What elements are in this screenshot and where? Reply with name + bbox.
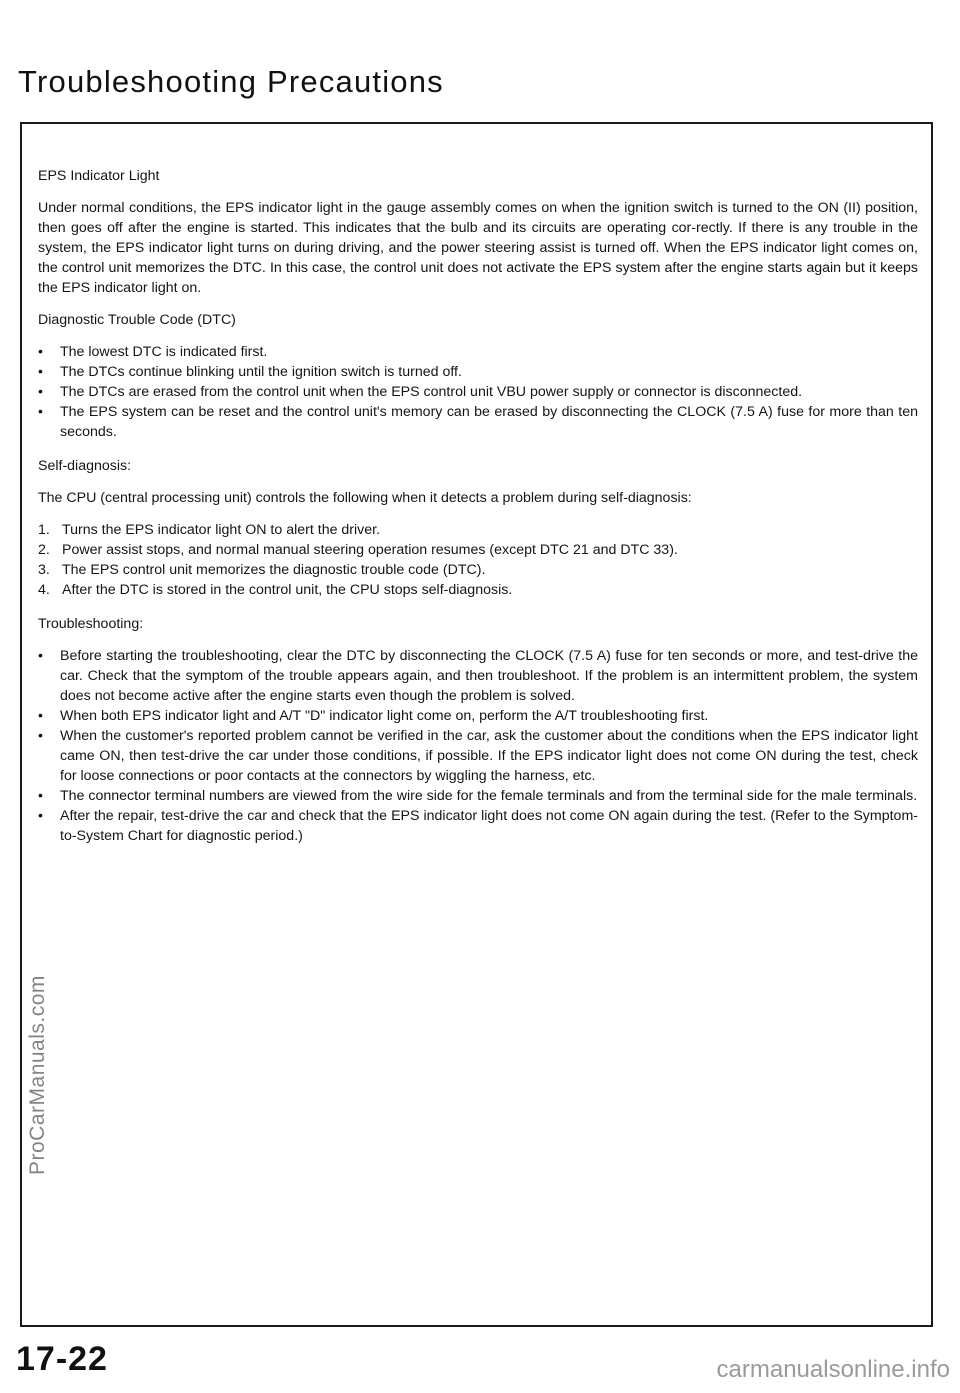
- list-item-text: After the DTC is stored in the control unit, the CPU stops self-diagnosis.: [62, 582, 513, 598]
- list-item: [38, 342, 918, 362]
- troubleshooting-list: [38, 646, 918, 846]
- list-item-text: Before starting the troubleshooting, clear the DTC by disconnecting the CLOCK (7.5 A) fuse for ten seconds or more, and test-drive the car. Check that the symptom of the trouble appears again, and then troubleshoot. If the problem is an intermittent problem, the system does not become active after the engine starts even though the problem is solved.: [60, 648, 918, 704]
- footer-site-link[interactable]: carmanualsonline.info: [716, 1356, 950, 1383]
- bullet-marker: •: [38, 708, 43, 724]
- troubleshooting-heading: Troubleshooting:: [38, 616, 144, 632]
- page-number: 17-22: [16, 1340, 108, 1378]
- list-item-text: The DTCs are erased from the control unit when the EPS control unit VBU power supply or connector is disconnected.: [60, 384, 803, 400]
- step-number: 4.: [38, 582, 50, 598]
- self-diagnosis-list: [38, 520, 918, 600]
- list-item: [38, 560, 918, 580]
- list-item: [38, 646, 918, 706]
- list-item: [38, 402, 918, 442]
- list-item: [38, 362, 918, 382]
- self-diagnosis-heading: Self-diagnosis:: [38, 458, 132, 474]
- bullet-marker: •: [38, 728, 43, 744]
- bullet-marker: •: [38, 344, 43, 360]
- list-item-text: The connector terminal numbers are viewed from the wire side for the female terminals and from the terminal side for the male terminals.: [60, 788, 918, 804]
- bullet-marker: •: [38, 404, 43, 420]
- list-item: [38, 806, 918, 846]
- watermark: ProCarManuals.com: [26, 975, 49, 1175]
- dtc-heading: Diagnostic Trouble Code (DTC): [38, 312, 236, 328]
- list-item: [38, 786, 918, 806]
- bullet-marker: •: [38, 648, 43, 664]
- content-body: [38, 166, 918, 860]
- step-number: 1.: [38, 522, 50, 538]
- list-item-text: The lowest DTC is indicated first.: [60, 344, 268, 360]
- list-item-text: The EPS control unit memorizes the diagnostic trouble code (DTC).: [62, 562, 486, 578]
- list-item-text: The EPS system can be reset and the control unit's memory can be erased by disconnecting the CLOCK (7.5 A) fuse for more than ten seconds.: [60, 404, 918, 440]
- bullet-marker: •: [38, 788, 43, 804]
- self-diagnosis-intro: The CPU (central processing unit) controls the following when it detects a problem during self-diagnosis:: [38, 490, 692, 506]
- list-item: [38, 580, 918, 600]
- list-item-text: The DTCs continue blinking until the ignition switch is turned off.: [60, 364, 462, 380]
- bullet-marker: •: [38, 808, 43, 824]
- list-item: [38, 520, 918, 540]
- list-item-text: When the customer's reported problem cannot be verified in the car, ask the customer about the conditions when the EPS indicator light came ON, then test-drive the car under those conditions, if possible. If the EPS indicator light does not come ON during the test, check for loose connections or poor contacts at the connectors by wiggling the harness, etc.: [60, 728, 918, 784]
- list-item-text: When both EPS indicator light and A/T "D" indicator light come on, perform the A/T troubleshooting first.: [60, 708, 709, 724]
- eps-indicator-body: Under normal conditions, the EPS indicator light in the gauge assembly comes on when the ignition switch is turned to the ON (II) position, then goes off after the engine is started. This indicates that the bulb and its circuits are operating cor-rectly. If there is any trouble in the system, the EPS indicator light turns on during driving, and the power steering assist is turned off. When the EPS indicator light comes on, the control unit memorizes the DTC. In this case, the control unit does not activate the EPS system after the engine starts again but it keeps the EPS indicator light on.: [38, 200, 918, 296]
- list-item-text: Turns the EPS indicator light ON to alert the driver.: [62, 522, 381, 538]
- list-item: [38, 540, 918, 560]
- step-number: 3.: [38, 562, 50, 578]
- list-item: [38, 382, 918, 402]
- eps-indicator-heading: EPS Indicator Light: [38, 168, 160, 184]
- step-number: 2.: [38, 542, 50, 558]
- bullet-marker: •: [38, 364, 43, 380]
- dtc-list: [38, 342, 918, 442]
- list-item: [38, 706, 918, 726]
- page-title: Troubleshooting Precautions: [18, 64, 444, 99]
- list-item-text: Power assist stops, and normal manual steering operation resumes (except DTC 21 and DTC 33).: [62, 542, 678, 558]
- bullet-marker: •: [38, 384, 43, 400]
- list-item-text: After the repair, test-drive the car and check that the EPS indicator light does not come ON again during the test. (Refer to the Symptom-to-System Chart for diagnostic period.): [60, 808, 918, 844]
- list-item: [38, 726, 918, 786]
